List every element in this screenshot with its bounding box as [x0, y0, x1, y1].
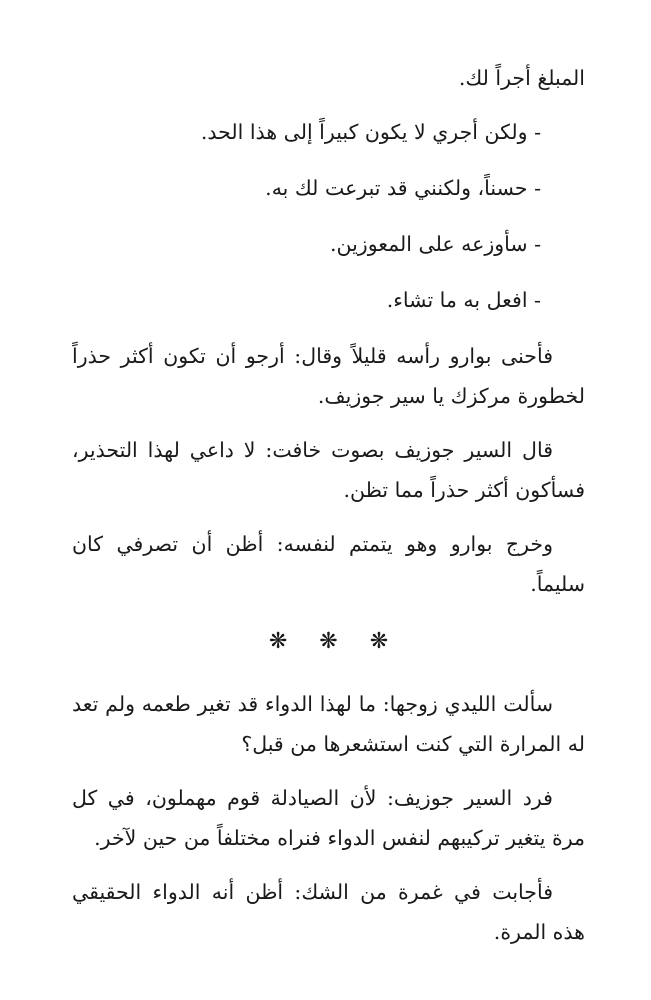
paragraph: وخرج بوارو وهو يتمتم لنفسه: أظن أن تصرفي كان سليماً.	[72, 532, 585, 596]
paragraph: فأحنى بوارو رأسه قليلاً وقال: أرجو أن تكون أكثر حذراً لخطورة مركزك يا سير جوزيف.	[72, 344, 585, 408]
dialog-line: - حسناً، ولكنني قد تبرعت لك به.	[265, 176, 541, 200]
paragraph: قال السير جوزيف بصوت خافت: لا داعي لهذا التحذير، فسأكون أكثر حذراً مما تظن.	[72, 438, 585, 502]
book-page	[72, 58, 585, 966]
separator-star: ❋	[268, 629, 288, 654]
paragraph: سألت الليدي زوجها: ما لهذا الدواء قد تغير طعمه ولم تعد له المرارة التي كنت استشعرها من قبل؟	[72, 692, 585, 756]
dialog-line: - سأوزعه على المعوزين.	[329, 232, 541, 256]
separator-star: ❋	[369, 629, 389, 654]
dialog-line: - افعل به ما تشاء.	[386, 288, 541, 312]
paragraph: فأجابت في غمرة من الشك: أظن أنه الدواء الحقيقي هذه المرة.	[72, 880, 585, 944]
section-separator	[72, 622, 585, 662]
paragraph: فرد السير جوزيف: لأن الصيادلة قوم مهملون، في كل مرة يتغير تركيبهم لنفس الدواء فنراه مختلفاً من حين لآخر.	[72, 786, 585, 850]
paragraph-continuation: المبلغ أجراً لك.	[458, 66, 585, 90]
dialog-line: - ولكن أجري لا يكون كبيراً إلى هذا الحد.	[200, 120, 541, 144]
separator-star: ❋	[319, 629, 338, 654]
